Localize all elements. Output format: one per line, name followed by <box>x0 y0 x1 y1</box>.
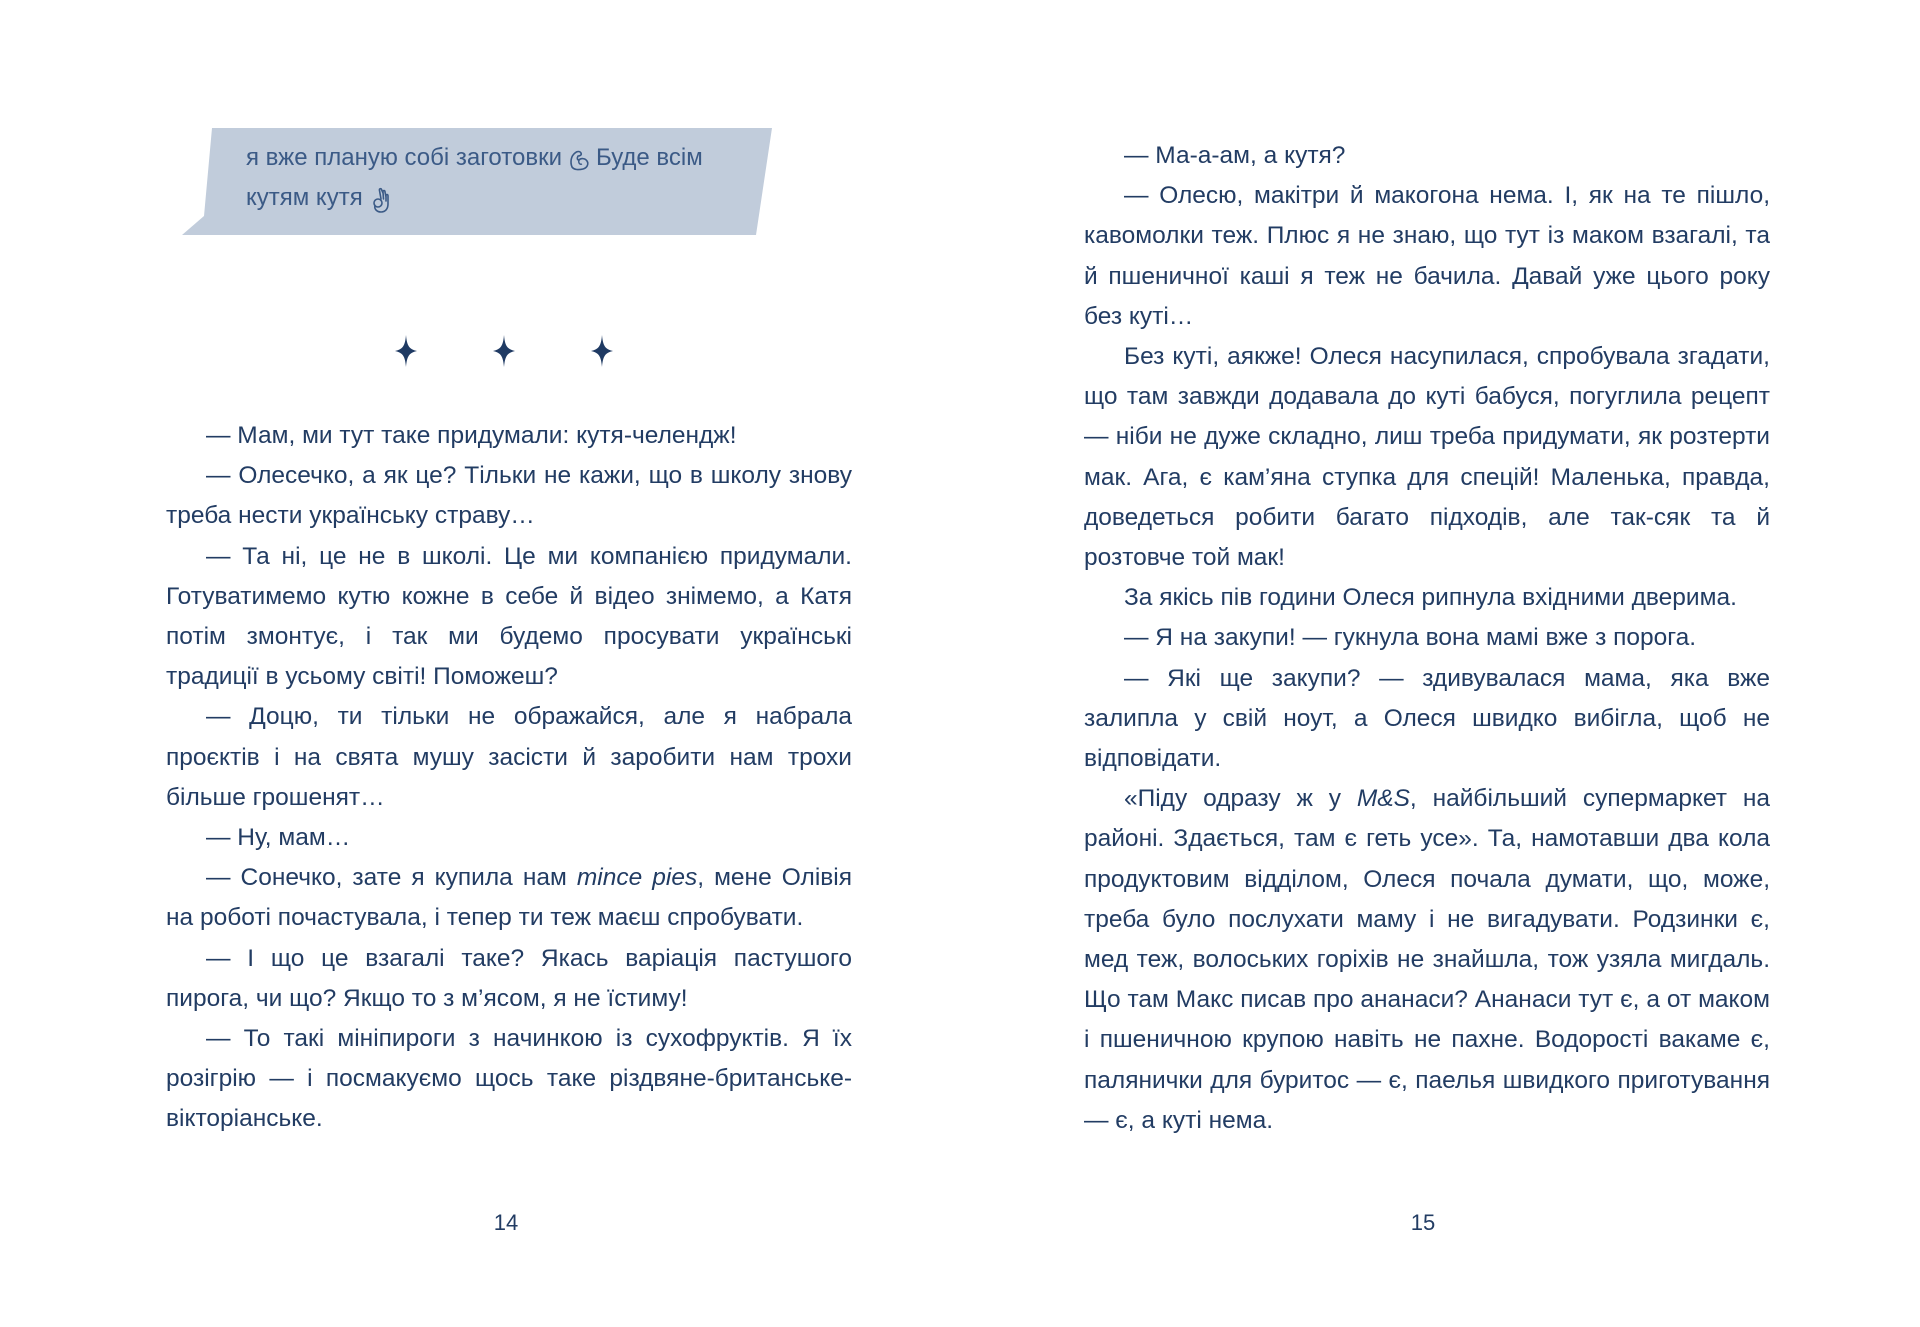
bubble-line1-start: я вже планую собі заготовки <box>246 144 562 171</box>
four-point-star-icon <box>395 335 417 367</box>
paragraph: — Та ні, це не в школі. Це ми компанією придумали. Готуватимемо кутю кожне в себе й відео знімемо, а Катя потім змонтує, і так ми будемо просувати українські традиції в усьому світі! Поможеш? <box>166 542 852 691</box>
paragraph-part: , найбільший супермаркет на районі. Здається, там є геть усе». Та, намотавши два кола продуктовим відділом, Олеся почала думати, що, може, треба було послухати маму і не вигадувати. Родзинки є, мед теж, волоських горіхів не знайшла, тож узяла мигдаль. Що там Макс писав про ананаси? Ананаси тут є, а от маком і пшеничною крупою навіть не пахне. Водорості вакаме є, палянички для буритос — є, паелья швидкого приготування — є, а куті нема. <box>1084 785 1770 1134</box>
flexed-biceps-icon <box>566 146 592 172</box>
ok-hand-icon <box>367 186 393 212</box>
four-point-star-icon <box>493 335 515 367</box>
paragraph <box>1084 779 1770 1141</box>
four-point-star-icon <box>591 335 613 367</box>
paragraph <box>166 858 852 938</box>
bubble-line2: кутям кутя <box>246 184 363 211</box>
paragraph: — Я на закупи! — гукнула вона мамі вже з порога. <box>1124 624 1697 652</box>
paragraph: За якісь пів години Олеся рипнула вхідними дверима. <box>1124 584 1737 612</box>
bubble-line1-end: Буде всім <box>595 144 703 171</box>
left-page-text <box>166 416 852 1140</box>
paragraph: Без куті, аякже! Олеся насупилася, спробувала згадати, що там завжди додавала до куті бабуся, погуглила рецепт — ніби не дуже складно, лиш треба придумати, як розтерти мак. Ага, є кам’яна ступка для спецій! Маленька, правда, доведеться робити багато підходів, але так-сяк та й розтовче той мак! <box>1084 343 1770 572</box>
paragraph: — Доцю, ти тільки не ображайся, але я набрала проєктів і на свята мушу засісти й заробити нам трохи більше грошенят… <box>166 703 852 811</box>
right-page-text <box>1084 136 1770 1141</box>
paragraph: — І що це взагалі таке? Якась варіація пастушого пирога, чи що? Якщо то з м’ясом, я не їстиму! <box>166 944 852 1012</box>
italic-phrase: M&S <box>1356 785 1410 813</box>
chat-bubble <box>182 128 772 235</box>
italic-phrase: mince pies <box>576 864 698 892</box>
ornament-stars <box>395 335 625 369</box>
paragraph: — То такі мініпироги з начинкою із сухофруктів. Я їх розігрію — і посмакуємо щось таке різдвяне-британське-вікторіанське. <box>166 1025 852 1133</box>
paragraph: — Мам, ми тут таке придумали: кутя-челендж! <box>206 422 737 449</box>
paragraph-part: , мене Олівія на роботі почастувала, і тепер ти теж маєш спробувати. <box>166 864 852 932</box>
chat-bubble-text <box>246 138 756 218</box>
paragraph-part: — Сонечко, зате я купила нам <box>206 864 577 892</box>
paragraph: — Ма-а-ам, а кутя? <box>1124 142 1346 169</box>
paragraph: — Які ще закупи? — здивувалася мама, яка вже залипла у свій ноут, а Олеся швидко вибігла, щоб не відповідати. <box>1084 664 1770 773</box>
paragraph-part: «Піду одразу ж у <box>1124 785 1357 813</box>
page-number: 15 <box>1410 1210 1436 1235</box>
paragraph: — Ну, мам… <box>206 824 351 852</box>
page-number: 14 <box>493 1210 519 1235</box>
paragraph: — Олесю, макітри й макогона нема. І, як на те пішло, кавомолки теж. Плюс я не знаю, що тут із маком взагалі, та й пшеничної каші я теж не бачила. Давай уже цього року без куті… <box>1084 182 1770 330</box>
paragraph: — Олесечко, а як це? Тільки не кажи, що в школу знову треба нести українську страву… <box>166 462 852 530</box>
